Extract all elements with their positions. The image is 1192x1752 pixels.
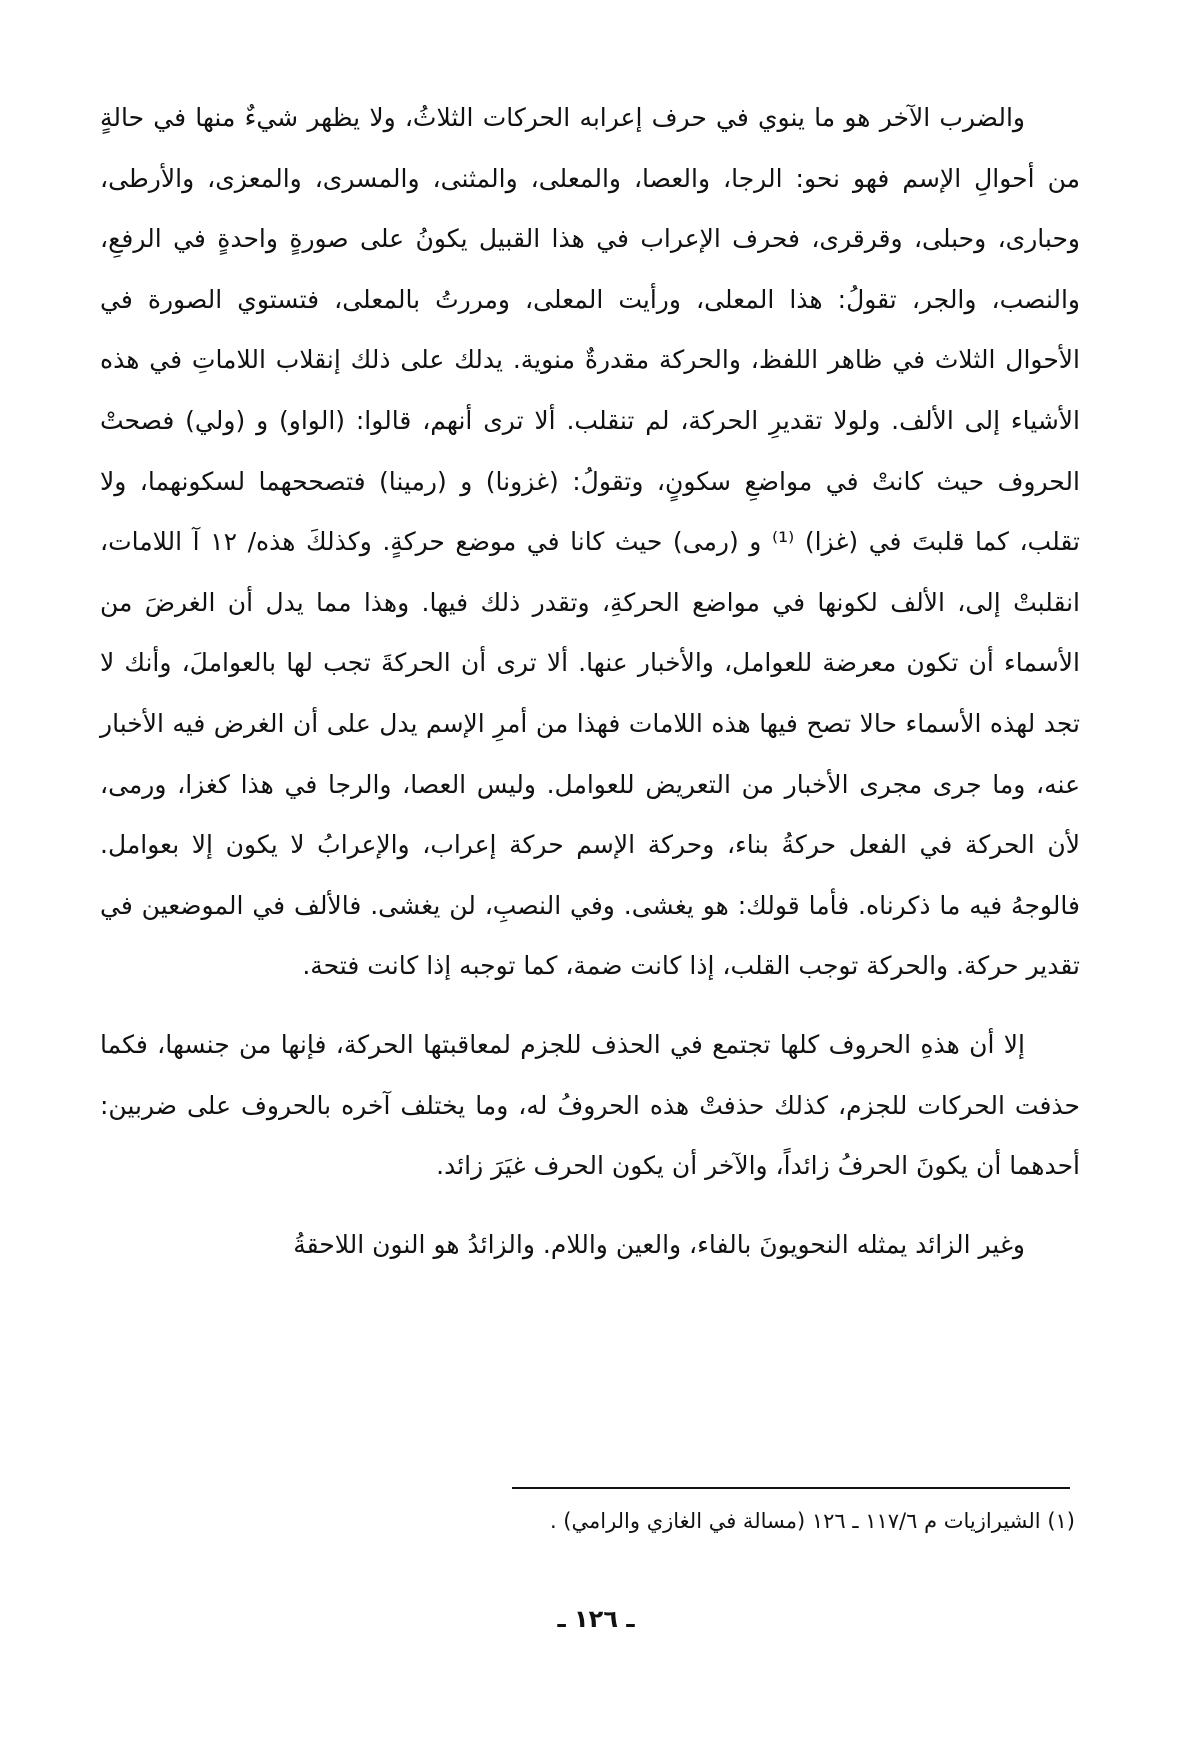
footnote: (١) الشيرازيات م ١١٧/٦ ـ ١٢٦ (مسالة في الغازي والرامي) . (549, 1509, 1075, 1533)
footnote-separator (512, 1487, 1070, 1489)
paragraph-1: والضرب الآخر هو ما ينوي في حرف إعرابه الحركات الثلاثُ، ولا يظهر شيءٌ منها في حالةٍ من أحوالِ الإسم فهو نحو: الرجا، والعصا، والمعلى، والمثنى، والمسرى، والمعزى، والأرطى، وحبارى، وحبلى، وقرقرى، فحرف الإعراب في هذا القبيل يكونُ على صورةٍ واحدةٍ في الرفعِ، والنصب، والجر، تقولُ: هذا المعلى، ورأيت المعلى، ومررتُ بالمعلى، فتستوي الصورة في الأحوال الثلاث في ظاهر اللفظ، والحركة مقدرةٌ منوية. يدلك على ذلك إنقلاب اللاماتِ في هذه الأشياء إلى الألف. ولولا تقديرِ الحركة، لم تنقلب. ألا ترى أنهم، قالوا: (الواو) و (ولي) فصحتْ الحروف حيث كانتْ في مواضعِ سكونٍ، وتقولُ: (غزونا) و (رمينا) فتصححهما لسكونهما، ولا تقلب، كما قلبتَ في (غزا) ⁽¹⁾ و (رمى) حيث كانا في موضع حركةٍ. وكذلكَ هذه/ ١٢ آ اللامات، انقلبتْ إلى، الألف لكونها في مواضع الحركةِ، وتقدر ذلك فيها. وهذا مما يدل أن الغرضَ من الأسماء أن تكون معرضة للعوامل، والأخبار عنها. ألا ترى أن الحركةَ تجب لها بالعواملَ، وأنك لا تجد لهذه الأسماء حالا تصح فيها هذه اللامات فهذا من أمرِ الإسم يدل على أن الغرض فيه الأخبار عنه، وما جرى مجرى الأخبار من التعريض للعوامل. وليس العصا، والرجا في هذا كغزا، ورمى، لأن الحركة في الفعل حركةُ بناء، وحركة الإسم حركة إعراب، والإعرابُ لا يكون إلا بعوامل. فالوجهُ فيه ما ذكرناه. فأما قولك: هو يغشى. وفي النصبِ، لن يغشى. فالألف في الموضعين في تقدير حركة. والحركة توجب القلب، إذا كانت ضمة، كما توجبه إذا كانت فتحة. (100, 103, 1080, 981)
paragraph-2: إلا أن هذهِ الحروف كلها تجتمع في الحذف للجزم لمعاقبتها الحركة، فإنها من جنسها، فكما حذفت الحركات للجزم، كذلك حذفتْ هذه الحروفُ له، وما يختلف آخره بالحروف على ضربين: أحدهما أن يكونَ الحرفُ زائداً، والآخر أن يكون الحرف غيَرَ زائد. (100, 1029, 1080, 1181)
paragraph-3: وغير الزائد يمثله النحويونَ بالفاء، والعين واللام. والزائدُ هو النون اللاحقةُ (293, 1229, 1025, 1259)
main-text (100, 88, 1080, 1275)
page-number: ـ ١٢٦ ـ (557, 1605, 635, 1633)
